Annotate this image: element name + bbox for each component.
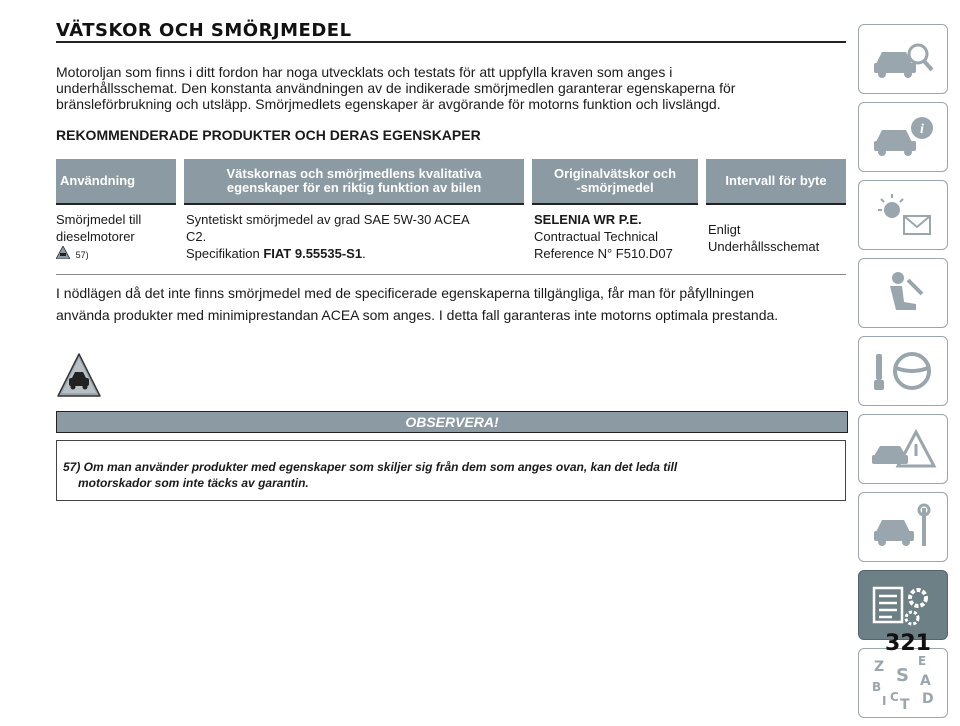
- page-number: 321: [885, 631, 931, 656]
- page-title: VÄTSKOR OCH SMÖRJMEDEL: [56, 20, 352, 41]
- spec-code: FIAT 9.55535-S1: [263, 246, 363, 261]
- tab-car-search[interactable]: [858, 24, 948, 94]
- svg-text:A: A: [920, 673, 931, 689]
- svg-text:S: S: [896, 665, 909, 686]
- observation-box: [56, 440, 846, 501]
- intro-line: underhållsschemat. Den konstanta användningen av de indikerade smörjmedlen garanterar egenskaperna för: [56, 80, 736, 96]
- table-row: [56, 204, 846, 275]
- note-line: I nödlägen då det inte finns smörjmedel med de specificerade egenskaperna tillgängliga, får man för påfyllningen: [56, 285, 755, 301]
- car-maintenance-icon: [868, 502, 938, 552]
- title-rule: [56, 41, 846, 43]
- car-info-icon: [868, 112, 938, 162]
- svg-text:Z: Z: [874, 659, 885, 675]
- intro-paragraph: [56, 64, 836, 112]
- intro-line: Motoroljan som finns i ditt fordon har noga utvecklats och testats för att uppfylla kraven som anges i: [56, 64, 673, 80]
- header-change-interval: Intervall för byte: [702, 159, 846, 204]
- section-subheading: REKOMMENDERADE PRODUKTER OCH DERAS EGENSKAPER: [56, 127, 481, 143]
- tab-index[interactable]: [858, 648, 948, 718]
- car-emergency-icon: [868, 424, 938, 474]
- cell-original-product: SELENIA WR P.E. Contractual Technical Reference N° F510.D07: [528, 204, 702, 275]
- seat-airbag-icon: [868, 268, 938, 318]
- tab-specifications[interactable]: [858, 570, 948, 640]
- svg-text:i: i: [920, 122, 924, 137]
- emergency-note: [56, 282, 846, 326]
- tab-emergency[interactable]: [858, 414, 948, 484]
- svg-text:E: E: [918, 654, 927, 668]
- svg-text:I: I: [882, 694, 887, 708]
- observation-text: 57) Om man använder produkter med egenskaper som skiljer sig från dem som anges ovan, kan det leda till motorskador som inte täcks av garantin.: [63, 460, 678, 490]
- car-search-icon: [868, 34, 938, 84]
- header-usage: Användning: [56, 159, 180, 204]
- steering-wheel-icon: [868, 346, 938, 396]
- chapter-sidebar: [858, 24, 950, 726]
- svg-text:T: T: [900, 697, 910, 713]
- svg-text:D: D: [922, 691, 934, 707]
- alphabetical-index-icon: [868, 653, 938, 713]
- tab-car-info[interactable]: [858, 102, 948, 172]
- tab-steering[interactable]: [858, 336, 948, 406]
- header-original-fluids: Originalvätskor och -smörjmedel: [528, 159, 702, 204]
- cell-usage: Smörjmedel till dieselmotorer 57): [56, 204, 180, 275]
- warning-car-icon: [56, 246, 70, 263]
- svg-text:B: B: [872, 680, 882, 694]
- footnote-ref[interactable]: 57): [75, 250, 89, 260]
- lubricant-spec-table: [56, 159, 846, 275]
- tab-seat-airbag[interactable]: [858, 258, 948, 328]
- svg-text:C: C: [890, 690, 899, 704]
- warning-lights-icon: [868, 190, 938, 240]
- warning-car-icon: [56, 352, 102, 405]
- specs-gears-icon: [868, 580, 938, 630]
- cell-qualities: Syntetiskt smörjmedel av grad SAE 5W-30 ACEA C2. Specifikation FIAT 9.55535-S1.: [180, 204, 528, 275]
- tab-warning-lights[interactable]: [858, 180, 948, 250]
- tab-maintenance[interactable]: [858, 492, 948, 562]
- observation-banner: OBSERVERA!: [56, 411, 848, 433]
- product-name: SELENIA WR P.E.: [534, 212, 642, 227]
- note-line: använda produkter med minimiprestandan ACEA som anges. I detta fall garanteras inte motorns optimala prestanda.: [56, 307, 779, 323]
- cell-interval: Enligt Underhållsschemat: [702, 204, 846, 275]
- intro-line: bränsleförbrukning och utsläpp. Smörjmedlets egenskaper är avgörande för motorns funktion och livslängd.: [56, 96, 721, 112]
- header-qualities: Vätskornas och smörjmedlens kvalitativa egenskaper för en riktig funktion av bilen: [180, 159, 528, 204]
